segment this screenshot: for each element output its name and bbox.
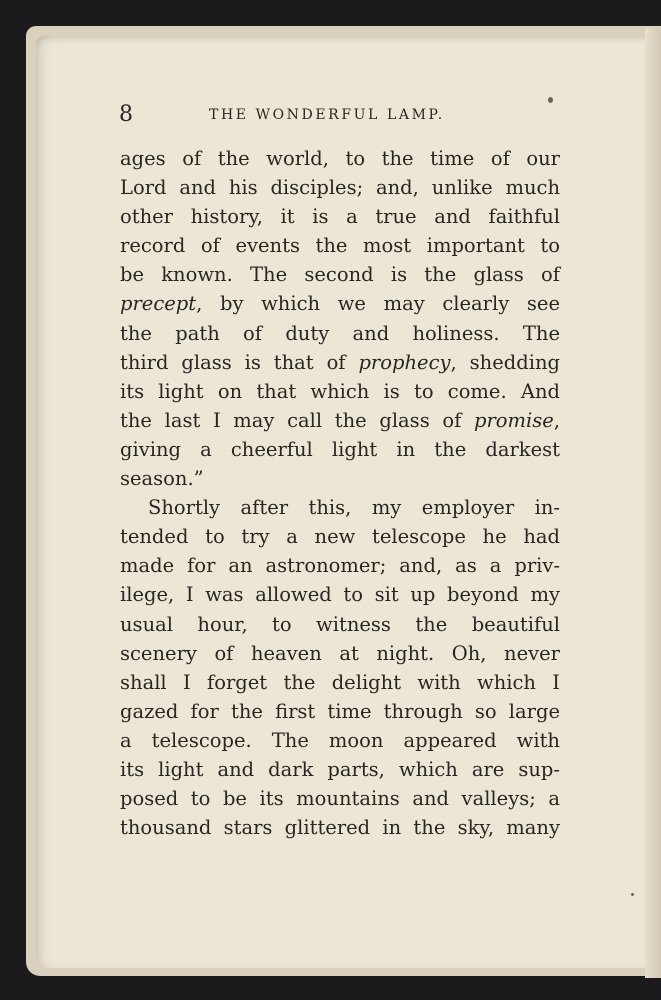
text-line: Lord and his disciples; and, unlike much (120, 176, 560, 200)
text-line: posed to be its mountains and valleys; a (120, 787, 560, 811)
text-line: usual hour, to witness the beautiful (120, 612, 560, 636)
running-title: THE WONDERFUL LAMP. (209, 107, 445, 123)
body-text (120, 144, 560, 842)
text-line: third glass is that of prophecy, shedding (120, 350, 560, 374)
text-line: thousand stars glittered in the sky, many (120, 816, 560, 840)
text-line: gazed for the first time through so large (120, 699, 560, 723)
text-line: Shortly after this, my employer in- (148, 496, 560, 520)
paper-speck (631, 893, 634, 896)
page-number: 8 (119, 102, 133, 127)
text-line: the last I may call the glass of promise, (120, 408, 560, 432)
running-header (119, 102, 559, 130)
emphasized-word: precept (120, 292, 197, 316)
text-line: its light and dark parts, which are sup- (120, 757, 560, 781)
text-line: season.” (120, 467, 204, 491)
text-line: a telescope. The moon appeared with (120, 728, 560, 752)
text-line: scenery of heaven at night. Oh, never (120, 641, 560, 665)
text-line: ages of the world, to the time of our (120, 147, 560, 170)
text-line: shall I forget the delight with which I (120, 670, 560, 694)
text-line: giving a cheerful light in the darkest (120, 437, 560, 461)
text-line: ilege, I was allowed to sit up beyond my (120, 583, 560, 607)
text-line: be known. The second is the glass of (120, 263, 560, 287)
text-line: made for an astronomer; and, as a priv- (120, 554, 560, 578)
emphasized-word: promise (473, 408, 554, 432)
text-line: precept, by which we may clearly see (120, 292, 560, 316)
text-line: record of events the most important to (120, 234, 560, 258)
emphasized-word: prophecy (358, 350, 451, 374)
text-line: its light on that which is to come. And (120, 379, 560, 403)
text-line: the path of duty and holiness. The (120, 321, 560, 345)
text-line: other history, it is a true and faithful (120, 205, 560, 229)
page-right-edge (645, 28, 661, 978)
text-line: tended to try a new telescope he had (120, 525, 560, 549)
